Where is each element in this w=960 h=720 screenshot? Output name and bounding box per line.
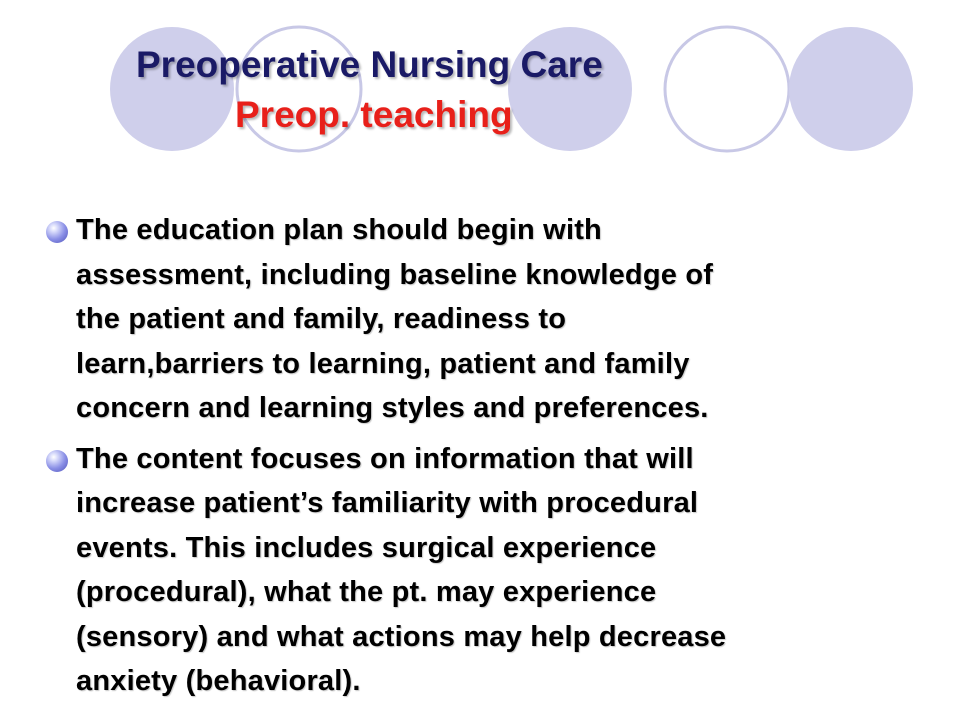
slide-subtitle: Preop. teaching [235,94,513,135]
bullet-line: The content focuses on information that will [76,442,694,475]
bullet-line: (sensory) and what actions may help decrease [76,620,727,653]
bullet-item-content [46,437,926,704]
bullet-line: The education plan should begin with [76,214,602,246]
bullet-text [76,437,926,704]
bullet-icon [46,221,68,243]
slide-title-block [110,40,670,140]
bullet-line: learn,barriers to learning, patient and family [76,347,690,380]
bullet-list [46,208,926,710]
bullet-line: anxiety (behavioral). [76,665,361,697]
bullet-line: concern and learning styles and preferences. [76,392,709,424]
bullet-line: the patient and family, readiness to [76,303,567,335]
slide-title: Preoperative Nursing Care [136,44,603,85]
bullet-text [76,208,926,431]
bullet-line: assessment, including baseline knowledge of [76,258,714,291]
bullet-line: (procedural), what the pt. may experience [76,576,657,608]
deco-circle-5 [789,27,913,151]
bullet-line: increase patient’s familiarity with procedural [76,487,699,519]
deco-circle-4 [665,27,789,151]
bullet-item-assessment [46,208,926,431]
bullet-line: events. This includes surgical experience [76,531,657,564]
bullet-icon [46,450,68,472]
